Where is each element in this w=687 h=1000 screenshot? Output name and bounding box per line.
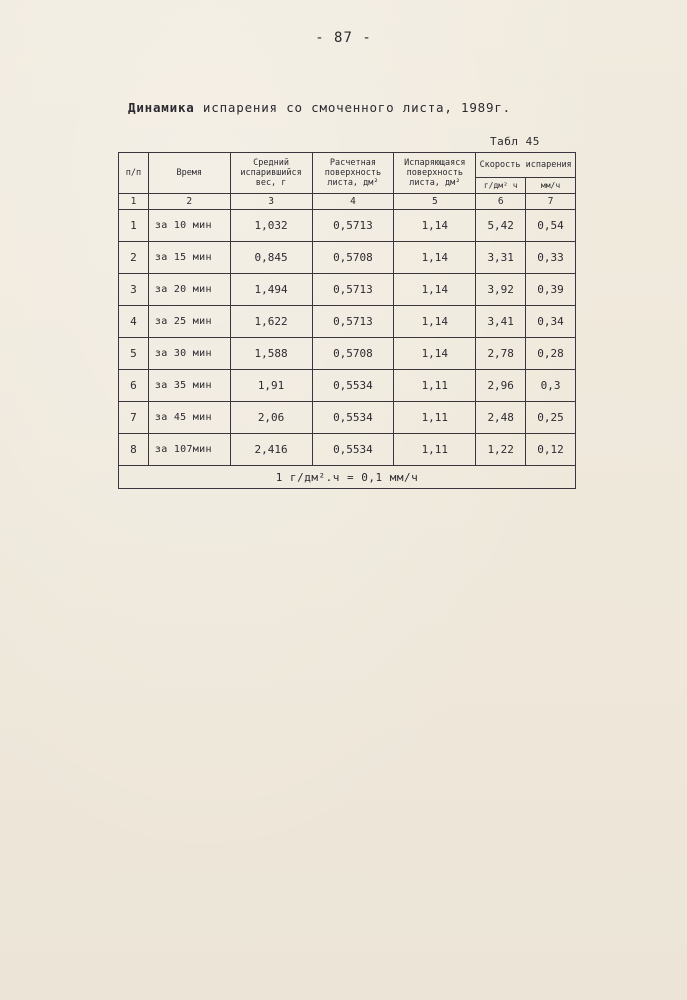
table-row: [119, 242, 576, 274]
cell-avg: 1,494: [230, 274, 312, 306]
header-avg-evap: Средний испарившийся вес, г: [230, 153, 312, 194]
cell-time: за 15 мин: [148, 242, 230, 274]
cell-speed-1: 5,42: [476, 210, 526, 242]
col-number: 2: [148, 194, 230, 210]
col-number: 7: [526, 194, 576, 210]
cell-num: 6: [119, 370, 149, 402]
cell-evap: 1,14: [394, 210, 476, 242]
cell-evap: 1,14: [394, 306, 476, 338]
cell-speed-2: 0,3: [526, 370, 576, 402]
title-rest: испарения со смоченного листа, 1989г.: [194, 100, 511, 115]
cell-speed-2: 0,12: [526, 434, 576, 466]
cell-num: 3: [119, 274, 149, 306]
table-row: [119, 338, 576, 370]
cell-evap: 1,11: [394, 402, 476, 434]
col-number: 1: [119, 194, 149, 210]
table-row: [119, 306, 576, 338]
cell-speed-1: 3,41: [476, 306, 526, 338]
cell-num: 1: [119, 210, 149, 242]
cell-evap: 1,14: [394, 338, 476, 370]
header-speed-unit-1: г/дм² ч: [476, 178, 526, 194]
cell-time: за 10 мин: [148, 210, 230, 242]
header-num: п/п: [119, 153, 149, 194]
cell-time: за 30 мин: [148, 338, 230, 370]
header-calc-surface: Расчетная поверхность листа, дм²: [312, 153, 394, 194]
cell-speed-1: 2,78: [476, 338, 526, 370]
table-row: [119, 402, 576, 434]
cell-num: 4: [119, 306, 149, 338]
col-number: 6: [476, 194, 526, 210]
header-speed-unit-2: мм/ч: [526, 178, 576, 194]
cell-evap: 1,11: [394, 434, 476, 466]
table-footer-row: [119, 466, 576, 489]
table-row: [119, 274, 576, 306]
col-number: 3: [230, 194, 312, 210]
title-first-word: Динамика: [128, 100, 195, 115]
cell-speed-1: 1,22: [476, 434, 526, 466]
cell-speed-2: 0,28: [526, 338, 576, 370]
header-speed: Скорость испарения: [476, 153, 576, 178]
cell-speed-2: 0,34: [526, 306, 576, 338]
cell-calc: 0,5713: [312, 274, 394, 306]
footer-note: 1 г/дм².ч = 0,1 мм/ч: [119, 466, 576, 489]
cell-speed-1: 2,48: [476, 402, 526, 434]
column-number-row: [119, 194, 576, 210]
cell-num: 8: [119, 434, 149, 466]
cell-num: 2: [119, 242, 149, 274]
cell-avg: 1,032: [230, 210, 312, 242]
cell-calc: 0,5708: [312, 338, 394, 370]
table-row: [119, 434, 576, 466]
table-row: [119, 210, 576, 242]
cell-evap: 1,14: [394, 274, 476, 306]
cell-avg: 2,416: [230, 434, 312, 466]
cell-time: за 45 мин: [148, 402, 230, 434]
cell-num: 5: [119, 338, 149, 370]
cell-speed-1: 3,92: [476, 274, 526, 306]
cell-speed-2: 0,54: [526, 210, 576, 242]
col-number: 5: [394, 194, 476, 210]
table-row: [119, 370, 576, 402]
cell-calc: 0,5713: [312, 210, 394, 242]
cell-speed-2: 0,33: [526, 242, 576, 274]
cell-evap: 1,14: [394, 242, 476, 274]
cell-avg: 2,06: [230, 402, 312, 434]
cell-avg: 0,845: [230, 242, 312, 274]
cell-avg: 1,91: [230, 370, 312, 402]
header-time: Время: [148, 153, 230, 194]
table-reference: Табл 45: [490, 135, 540, 148]
cell-calc: 0,5534: [312, 370, 394, 402]
cell-calc: 0,5713: [312, 306, 394, 338]
cell-avg: 1,588: [230, 338, 312, 370]
cell-speed-1: 2,96: [476, 370, 526, 402]
cell-time: за 20 мин: [148, 274, 230, 306]
evaporation-table: [118, 152, 576, 489]
cell-speed-2: 0,39: [526, 274, 576, 306]
header-evap-surface: Испаряющаяся поверхность листа, дм²: [394, 153, 476, 194]
cell-time: за 107мин: [148, 434, 230, 466]
col-number: 4: [312, 194, 394, 210]
cell-num: 7: [119, 402, 149, 434]
cell-time: за 35 мин: [148, 370, 230, 402]
cell-calc: 0,5534: [312, 402, 394, 434]
cell-evap: 1,11: [394, 370, 476, 402]
header-row: [119, 153, 576, 178]
cell-avg: 1,622: [230, 306, 312, 338]
cell-speed-1: 3,31: [476, 242, 526, 274]
cell-calc: 0,5708: [312, 242, 394, 274]
page-number: - 87 -: [315, 30, 372, 46]
document-title: [128, 100, 511, 115]
cell-time: за 25 мин: [148, 306, 230, 338]
cell-calc: 0,5534: [312, 434, 394, 466]
cell-speed-2: 0,25: [526, 402, 576, 434]
